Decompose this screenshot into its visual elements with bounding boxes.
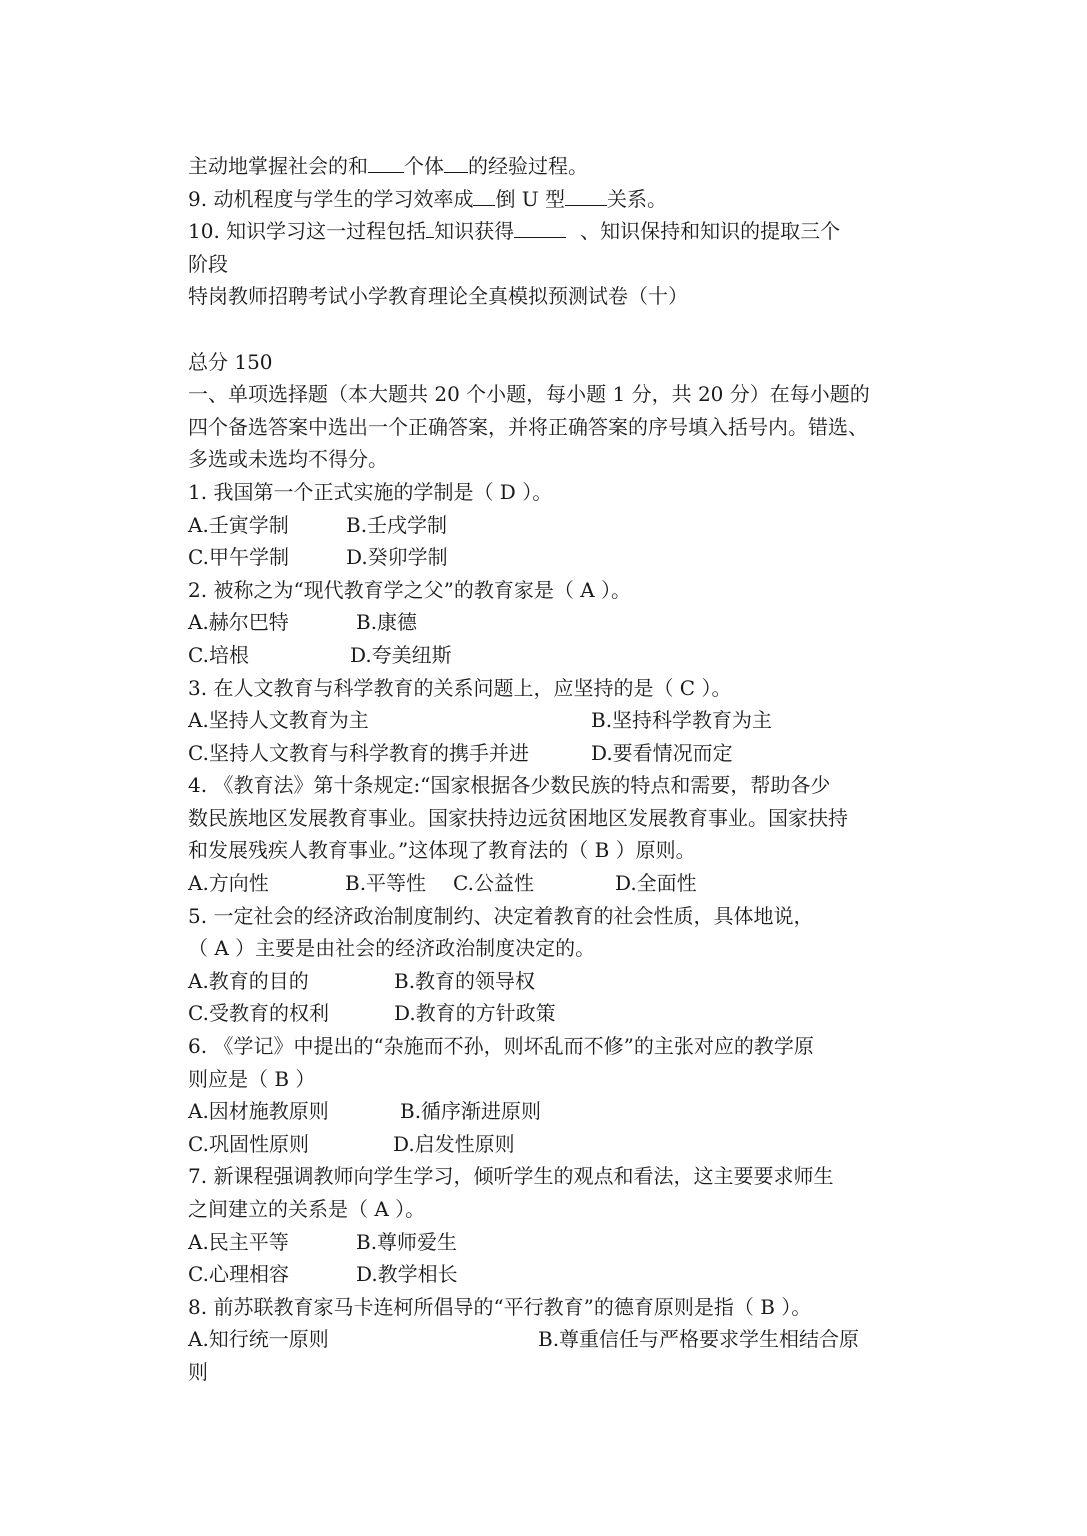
option-b: B.壬戌学制 bbox=[346, 512, 448, 537]
total-score: 总分 150 bbox=[188, 349, 273, 374]
question-5-stem: （ A ）主要是由社会的经济政治制度决定的。 bbox=[188, 936, 596, 961]
text-fragment: 、知识保持和知识的提取三个 bbox=[580, 219, 841, 244]
filled-answer: 知识获得 bbox=[434, 219, 515, 244]
question-4-stem: 数民族地区发展教育事业。国家扶持边远贫困地区发展教育事业。国家扶持 bbox=[188, 805, 848, 830]
option-d: D.癸卯学制 bbox=[346, 545, 448, 570]
option-b: B.教育的领导权 bbox=[394, 968, 536, 993]
question-4-stem: 4. 《教育法》第十条规定:“国家根据各少数民族的特点和需要，帮助各少 bbox=[188, 773, 831, 798]
question-1-stem: 1. 我国第一个正式实施的学制是（ D ）。 bbox=[188, 479, 553, 504]
question-7-stem: 之间建立的关系是（ A ）。 bbox=[188, 1197, 426, 1221]
option-b: B.循序渐进原则 bbox=[400, 1099, 542, 1124]
document-page bbox=[188, 150, 908, 1389]
option-a: A.坚持人文教育为主 bbox=[188, 708, 369, 733]
option-a: A.民主平等 bbox=[188, 1229, 289, 1254]
option-c: C.培根 bbox=[188, 642, 249, 667]
answer-blank bbox=[426, 237, 434, 238]
question-7-options-row bbox=[188, 1258, 908, 1291]
option-c: C.公益性 bbox=[453, 871, 534, 896]
question-7-stem: 7. 新课程强调教师向学生学习，倾听学生的观点和看法，这主要要求师生 bbox=[188, 1164, 834, 1189]
fill-in-continuation-line bbox=[188, 150, 908, 183]
answer-blank bbox=[565, 205, 607, 206]
option-a: A.因材施教原则 bbox=[188, 1099, 329, 1124]
option-b: B.康德 bbox=[356, 610, 418, 635]
question-5-stem: 5. 一定社会的经济政治制度制约、决定着教育的社会性质，具体地说， bbox=[188, 903, 814, 928]
question-4-stem: 和发展残疾人教育事业。”这体现了教育法的（ B ）原则。 bbox=[188, 838, 696, 863]
question-8-option-wrap: 则 bbox=[188, 1359, 208, 1384]
option-b: B.尊重信任与严格要求学生相结合原 bbox=[538, 1327, 860, 1352]
option-a: A.知行统一原则 bbox=[188, 1327, 329, 1352]
answer-blank bbox=[473, 205, 495, 206]
option-c: C.坚持人文教育与科学教育的携手并进 bbox=[188, 740, 529, 765]
question-6-stem: 则应是（ B ） bbox=[188, 1066, 316, 1091]
question-8-options-row bbox=[188, 1323, 908, 1356]
section-heading-line: 四个备选答案中选出一个正确答案，并将正确答案的序号填入括号内。错选、 bbox=[188, 414, 868, 439]
option-a: A.教育的目的 bbox=[188, 968, 309, 993]
option-a: A.赫尔巴特 bbox=[188, 610, 289, 635]
question-1-options-row bbox=[188, 509, 908, 542]
question-1-options-row bbox=[188, 541, 908, 574]
option-d: D.教育的方针政策 bbox=[394, 1001, 556, 1026]
option-c: C.甲午学制 bbox=[188, 545, 289, 570]
question-2-options-row bbox=[188, 606, 908, 639]
text-fragment: 个体 bbox=[404, 154, 444, 178]
text-fragment: 阶段 bbox=[188, 251, 228, 276]
option-c: C.受教育的权利 bbox=[188, 1001, 329, 1026]
option-a: A.壬寅学制 bbox=[188, 512, 289, 537]
question-3-stem: 3. 在人文教育与科学教育的关系问题上，应坚持的是（ C ）。 bbox=[188, 675, 732, 700]
text-fragment: 10. 知识学习这一过程包括 bbox=[188, 219, 427, 244]
option-a: A.方向性 bbox=[188, 871, 269, 896]
filled-answer: 倒 U 型 bbox=[495, 186, 566, 211]
question-4-options-row bbox=[188, 867, 908, 900]
paper-title: 特岗教师招聘考试小学教育理论全真模拟预测试卷（十） bbox=[188, 284, 688, 309]
option-d: D.启发性原则 bbox=[393, 1131, 515, 1156]
option-c: C.巩固性原则 bbox=[188, 1131, 309, 1156]
text-fragment: 9. 动机程度与学生的学习效率成 bbox=[188, 186, 474, 211]
answer-blank bbox=[368, 172, 404, 173]
option-b: B.坚持科学教育为主 bbox=[591, 708, 773, 733]
question-6-options-row bbox=[188, 1095, 908, 1128]
option-b: B.尊师爱生 bbox=[356, 1229, 458, 1254]
text-fragment: 主动地掌握社会的和 bbox=[188, 154, 368, 178]
question-3-options-row bbox=[188, 737, 908, 770]
question-5-options-row bbox=[188, 965, 908, 998]
option-d: D.夸美纽斯 bbox=[350, 642, 452, 667]
option-d: D.要看情况而定 bbox=[591, 740, 733, 765]
question-6-stem: 6. 《学记》中提出的“杂施而不孙，则坏乱而不修”的主张对应的教学原 bbox=[188, 1034, 814, 1059]
question-2-options-row bbox=[188, 639, 908, 672]
option-d: D.教学相长 bbox=[356, 1262, 458, 1287]
section-heading-line: 一、单项选择题（本大题共 20 个小题，每小题 1 分，共 20 分）在每小题的 bbox=[188, 382, 870, 407]
question-6-options-row bbox=[188, 1128, 908, 1161]
option-d: D.全面性 bbox=[615, 871, 697, 896]
question-10-continuation bbox=[188, 248, 908, 281]
section-heading-line: 多选或未选均不得分。 bbox=[188, 447, 388, 472]
question-2-stem: 2. 被称之为“现代教育学之父”的教育家是（ A ）。 bbox=[188, 577, 632, 602]
spacer bbox=[188, 313, 908, 346]
answer-blank bbox=[514, 237, 566, 238]
option-c: C.心理相容 bbox=[188, 1262, 289, 1287]
answer-blank bbox=[444, 172, 468, 173]
question-8-stem: 8. 前苏联教育家马卡连柯所倡导的“平行教育”的德育原则是指（ B ）。 bbox=[188, 1294, 812, 1319]
text-fragment: 的经验过程。 bbox=[468, 154, 588, 178]
text-fragment: 关系。 bbox=[607, 186, 668, 211]
option-b: B.平等性 bbox=[345, 871, 427, 896]
question-7-options-row bbox=[188, 1226, 908, 1259]
question-3-options-row bbox=[188, 704, 908, 737]
question-5-options-row bbox=[188, 997, 908, 1030]
question-10 bbox=[188, 215, 908, 248]
question-9 bbox=[188, 183, 908, 216]
